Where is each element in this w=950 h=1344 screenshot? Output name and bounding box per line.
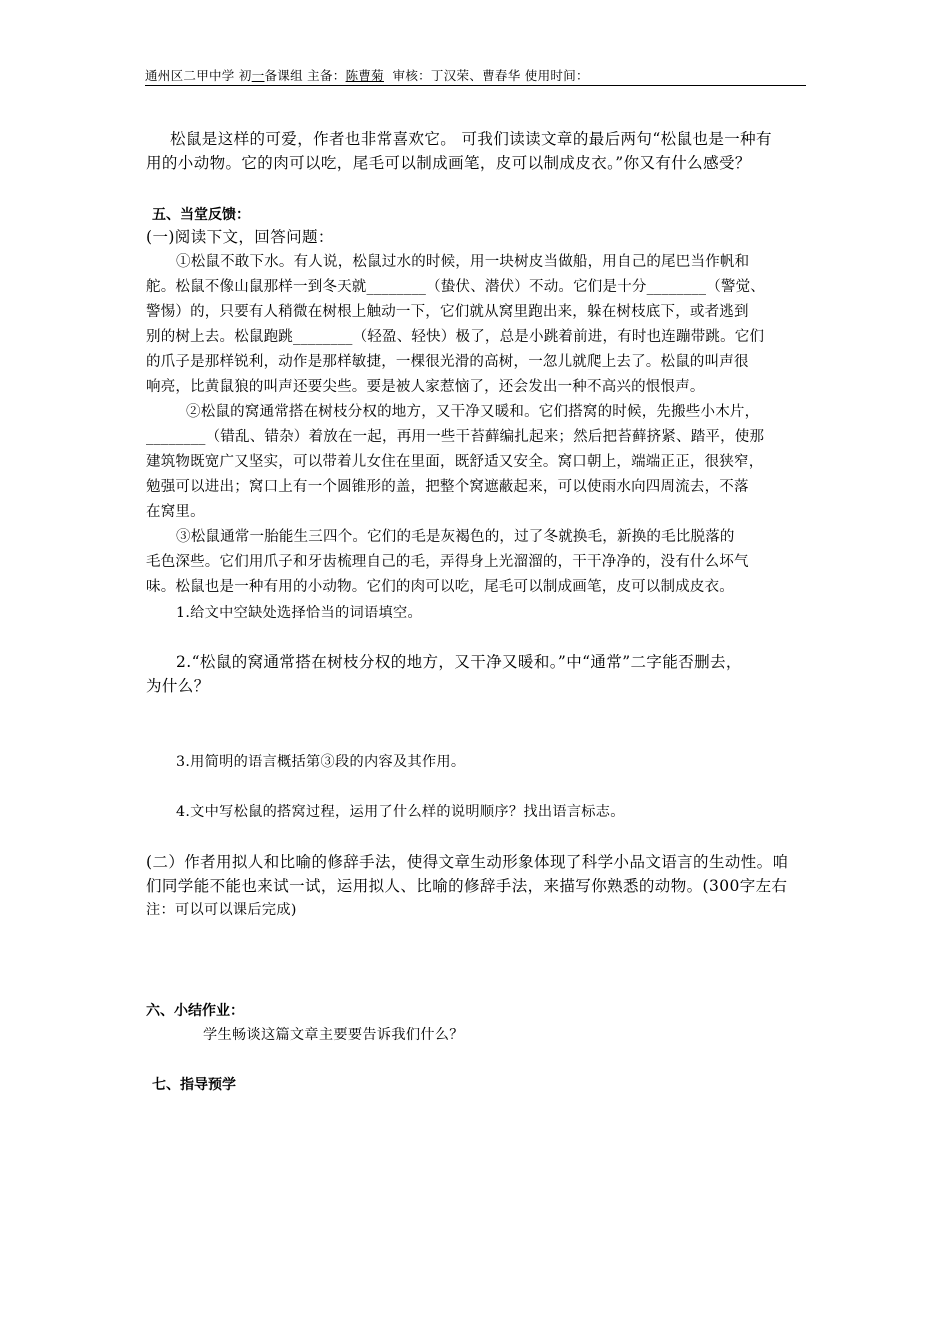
section-5-sub-2-line-1: (二）作者用拟人和比喻的修辞手法，使得文章生动形象体现了科学小品文语言的生动性。咱 — [146, 853, 789, 871]
question-1: 1.给文中空缺处选择恰当的词语填空。 — [176, 605, 422, 621]
section-7-heading: 七、指导预学 — [152, 1077, 236, 1093]
passage-line: 味。松鼠也是一种有用的小动物。它们的肉可以吃，尾毛可以制成画笔，皮可以制成皮衣。 — [146, 579, 734, 595]
section-6-text: 学生畅谈这篇文章主要要告诉我们什么？ — [203, 1027, 464, 1043]
header-group: 备课组 主备： — [264, 68, 346, 83]
passage-line: 舵。松鼠不像山鼠那样一到冬天就________（蛰伏、潜伏）不动。它们是十分________（警觉、 — [146, 279, 765, 295]
passage-line: 建筑物既宽广又坚实，可以带着儿女住在里面，既舒适又安全。窝口朝上，端端正正，很狭窄， — [146, 454, 764, 470]
section-5-sub-1: (一)阅读下文，回答问题： — [146, 228, 334, 246]
passage-line: 毛色深些。它们用爪子和牙齿梳理自己的毛，弄得身上光溜溜的，干干净净的，没有什么坏气 — [146, 554, 749, 570]
passage-line: 勉强可以进出；窝口上有一个圆锥形的盖，把整个窝遮蔽起来，可以使雨水向四周流去，不落 — [146, 479, 749, 495]
passage-line: 响亮，比黄鼠狼的叫声还要尖些。要是被人家惹恼了，还会发出一种不高兴的恨恨声。 — [146, 379, 705, 395]
section-5-heading: 五、当堂反馈： — [152, 207, 250, 223]
header-author: 陈曹菊 — [345, 68, 384, 83]
question-2-line-1: 2.“松鼠的窝通常搭在树枝分权的地方，又干净又暖和。”中“通常”二字能否删去， — [176, 653, 742, 671]
page-header — [145, 66, 805, 84]
header-reviewers: 审核：丁汉荣、曹春华 使用时间： — [392, 68, 589, 83]
header-school: 通州区二甲中学 初 — [145, 68, 252, 83]
passage-line: 在窝里。 — [146, 504, 205, 520]
section-6-heading: 六、小结作业： — [146, 1003, 244, 1019]
intro-line-1: 松鼠是这样的可爱，作者也非常喜欢它。 可我们读读文章的最后两句“松鼠也是一种有 — [170, 130, 772, 148]
question-4: 4.文中写松鼠的搭窝过程，运用了什么样的说明顺序？找出语言标志。 — [176, 804, 625, 820]
passage-line: 别的树上去。松鼠跑跳________（轻盈、轻快）极了，总是小跳着前进，有时也连蹦带跳。它们 — [146, 329, 765, 345]
header-rule — [145, 85, 806, 86]
section-5-sub-2-line-2: 们同学能不能也来试一试，运用拟人、比喻的修辞手法，来描写你熟悉的动物。(300字左右 — [146, 877, 788, 895]
passage-line: ________（错乱、错杂）着放在一起，再用一些干苔藓编扎起来；然后把苔藓挤紧、踏平，使那 — [146, 429, 765, 445]
intro-line-2: 用的小动物。它的肉可以吃，尾毛可以制成画笔，皮可以制成皮衣。”你又有什么感受？ — [146, 154, 751, 172]
passage-line: ③松鼠通常一胎能生三四个。它们的毛是灰褐色的，过了冬就换毛，新换的毛比脱落的 — [176, 529, 735, 545]
passage-line: 的爪子是那样锐利，动作是那样敏捷，一棵很光滑的高树，一忽儿就爬上去了。松鼠的叫声很 — [146, 354, 749, 370]
passage-line: ①松鼠不敢下水。有人说，松鼠过水的时候，用一块树皮当做船，用自己的尾巴当作帆和 — [176, 254, 750, 270]
passage-line: ②松鼠的窝通常搭在树枝分权的地方，又干净又暖和。它们搭窝的时候，先搬些小木片， — [186, 404, 760, 420]
section-5-sub-2-line-3: 注：可以可以课后完成) — [146, 902, 297, 918]
question-2-line-2: 为什么？ — [146, 677, 210, 695]
passage-line: 警惕）的，只要有人稍微在树根上触动一下，它们就从窝里跑出来，躲在树枝底下，或者逃到 — [146, 304, 749, 320]
question-3: 3.用简明的语言概括第③段的内容及其作用。 — [176, 754, 466, 770]
header-grade: 一 — [251, 68, 265, 83]
